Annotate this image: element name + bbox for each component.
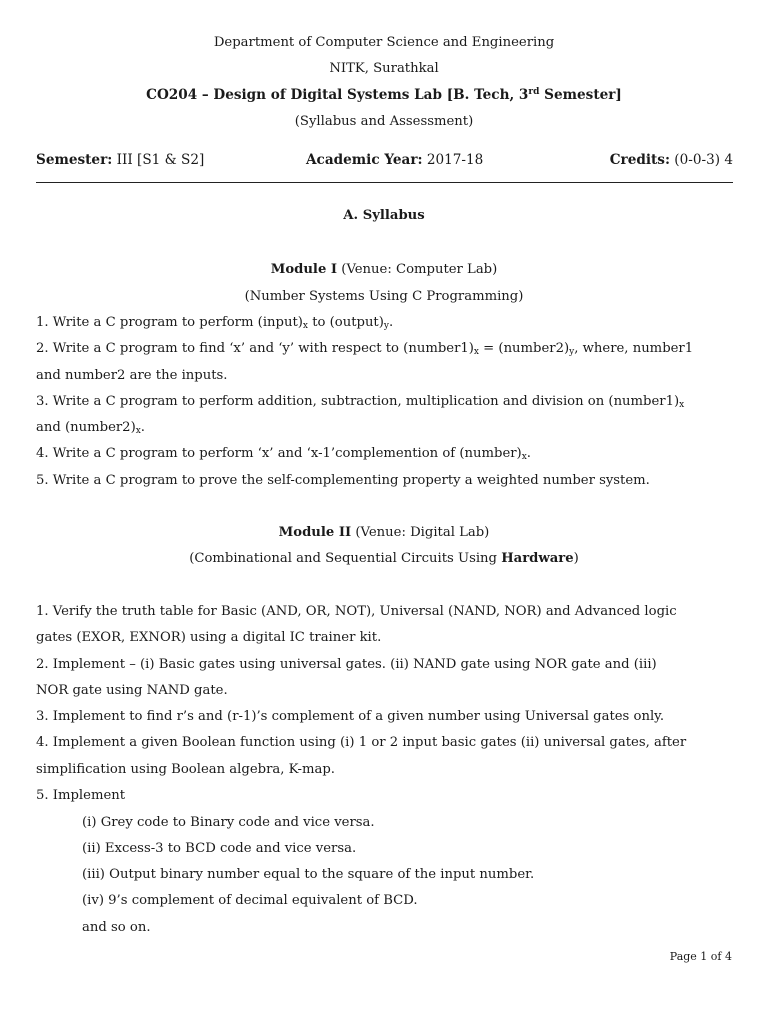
module1-item-2: 2. Write a C program to find ‘x’ and ‘y’ with respect to $(number1)_x$ = $(number2)_y$, where, number1 bbox=[36, 341, 694, 357]
module2-subtitle: (Combinational and Sequential Circuits Using Hardware) bbox=[189, 551, 579, 566]
module2-item-4-cont: simplification using Boolean algebra, K-map. bbox=[36, 762, 335, 777]
module2-item-2: 2. Implement – (i) Basic gates using universal gates. (ii) NAND gate using NOR gate and (iii) bbox=[36, 657, 657, 672]
module1-heading: Module I (Venue: Computer Lab) bbox=[270, 262, 498, 277]
credits-info: Credits: (0-0-3) 4 bbox=[609, 152, 733, 168]
course-title: CO204 – Design of Digital Systems Lab [B. Tech, 3rd Semester] bbox=[146, 87, 622, 103]
module1-item-5: 5. Write a C program to prove the self-complementing property a weighted number system. bbox=[36, 473, 650, 488]
academic-year-info: Academic Year: 2017-18 bbox=[306, 152, 484, 168]
module2-subitem: (ii) Excess-3 to BCD code and vice versa. bbox=[82, 841, 357, 856]
module2-item-2-cont: NOR gate using NAND gate. bbox=[36, 683, 228, 698]
module1-item-4: 4. Write a C program to perform ‘x’ and ‘x-1’complemention of $(number)_x$. bbox=[36, 446, 531, 462]
module2-subitem: and so on. bbox=[82, 920, 151, 935]
module1-item-3: 3. Write a C program to perform addition, subtraction, multiplication and division on $(number1)_x$ bbox=[36, 394, 685, 410]
module2-item-4: 4. Implement a given Boolean function using (i) 1 or 2 input basic gates (ii) universal gates, after bbox=[36, 735, 687, 750]
module1-item-2-cont: and number2 are the inputs. bbox=[36, 368, 228, 383]
module2-subitem: (iii) Output binary number equal to the square of the input number. bbox=[82, 867, 535, 882]
semester-info: Semester: III [S1 & S2] bbox=[36, 152, 205, 168]
module2-subitem: (i) Grey code to Binary code and vice versa. bbox=[82, 815, 375, 830]
course-info-row bbox=[36, 152, 733, 172]
module1-item-3-cont: and $(number2)_x$. bbox=[36, 420, 145, 436]
section-heading: A. Syllabus bbox=[343, 208, 425, 223]
module1-subtitle: (Number Systems Using C Programming) bbox=[244, 289, 524, 304]
department-line: Department of Computer Science and Engineering bbox=[213, 35, 555, 50]
header-divider bbox=[36, 182, 733, 183]
module2-item-3: 3. Implement to find r’s and (r-1)’s complement of a given number using Universal gates only. bbox=[36, 709, 665, 724]
page-number: Page 1 of 4 bbox=[669, 950, 732, 963]
module2-heading: Module II (Venue: Digital Lab) bbox=[278, 525, 490, 540]
module2-item-5: 5. Implement bbox=[36, 788, 126, 803]
module2-item-1: 1. Verify the truth table for Basic (AND, OR, NOT), Universal (NAND, NOR) and Advanced logic bbox=[36, 604, 677, 619]
institute-line: NITK, Surathkal bbox=[329, 61, 439, 76]
document-subtitle: (Syllabus and Assessment) bbox=[294, 114, 474, 129]
module1-item-1: 1. Write a C program to perform $(input)_x$ to $(output)_y$. bbox=[36, 315, 394, 331]
module2-subitem: (iv) 9’s complement of decimal equivalent of BCD. bbox=[82, 893, 418, 908]
module2-item-1-cont: gates (EXOR, EXNOR) using a digital IC trainer kit. bbox=[36, 630, 382, 645]
